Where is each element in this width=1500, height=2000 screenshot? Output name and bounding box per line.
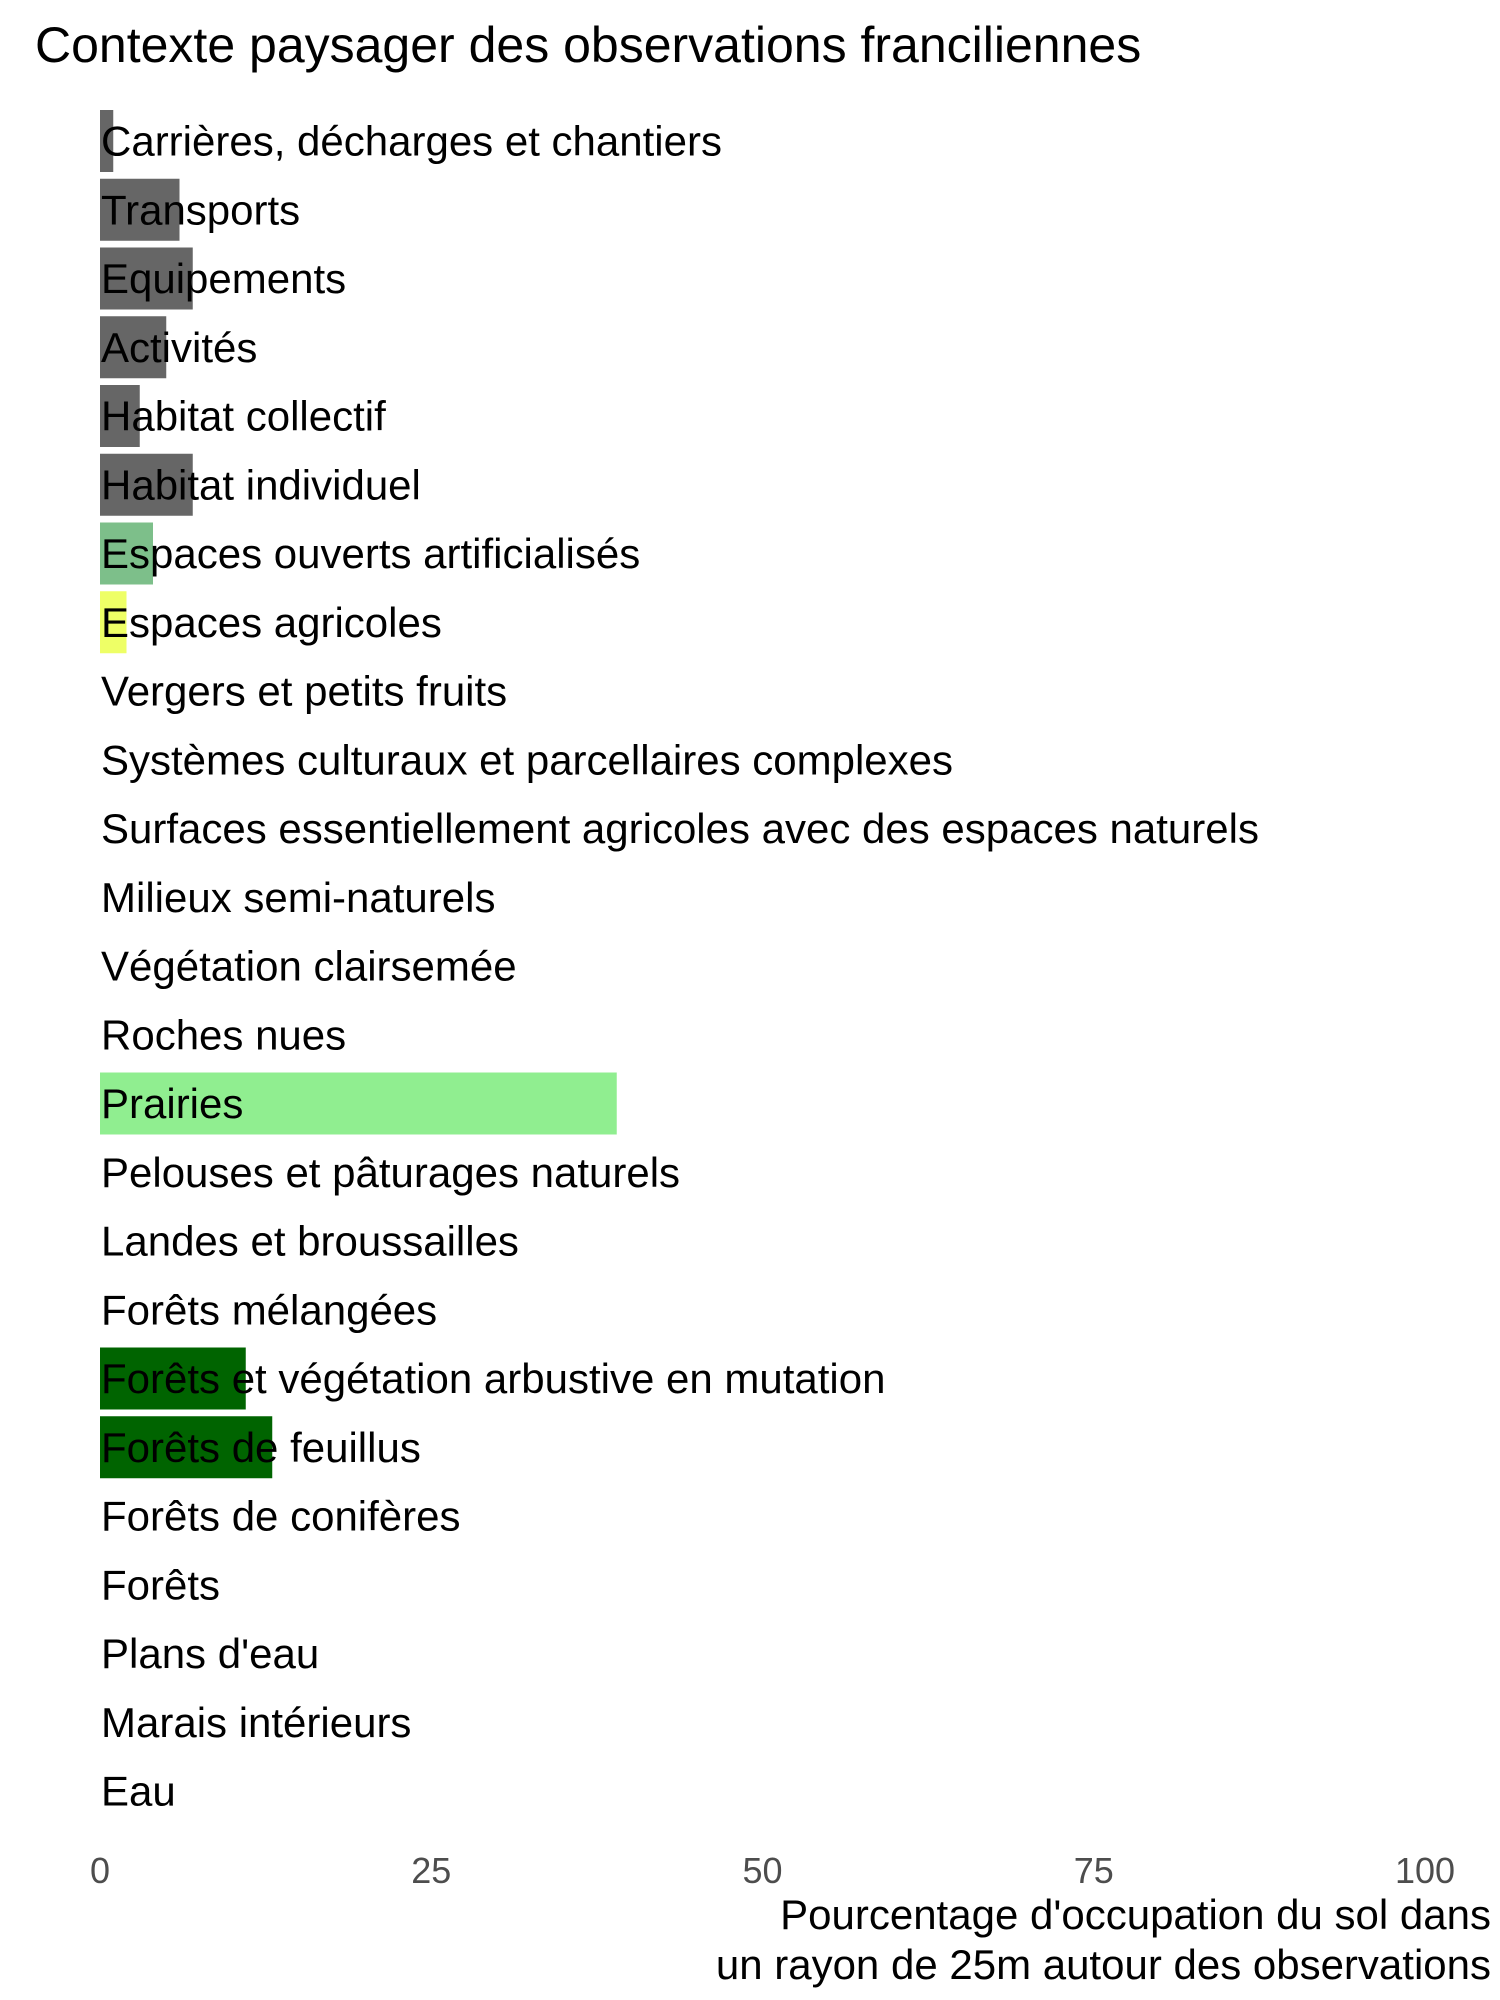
x-tick-label-3: 75 (1073, 1850, 1114, 1891)
category-label-21: Forêts (101, 1561, 221, 1609)
category-label-6: Espaces ouverts artificialisés (101, 530, 641, 577)
category-label-2: Equipements (101, 255, 347, 302)
category-label-14: Prairies (101, 1080, 244, 1127)
category-label-4: Habitat collectif (101, 392, 386, 440)
x-tick-label-0: 0 (89, 1850, 111, 1891)
category-label-11: Milieux semi-naturels (101, 873, 496, 921)
category-label-15: Pelouses et pâturages naturels (101, 1148, 681, 1196)
category-label-7: Espaces agricoles (101, 598, 442, 646)
x-axis-title-line-1: Pourcentage d'occupation du sol dans (780, 1891, 1491, 1938)
category-label-22: Plans d'eau (101, 1630, 320, 1677)
category-label-10: Surfaces essentiellement agricoles avec des espaces naturels (101, 805, 1259, 852)
category-label-17: Forêts mélangées (101, 1286, 438, 1334)
category-label-12: Végétation clairsemée (101, 942, 517, 990)
category-label-3: Activités (101, 323, 258, 371)
category-label-13: Roches nues (101, 1011, 347, 1059)
x-tick-label-4: 100 (1394, 1850, 1456, 1891)
category-label-5: Habitat individuel (101, 461, 421, 509)
category-label-19: Forêts de feuillus (101, 1423, 421, 1471)
x-tick-label-2: 50 (742, 1850, 783, 1891)
x-axis-title-line-2: un rayon de 25m autour des observations (715, 1941, 1491, 1988)
x-tick-labels-group (90, 1850, 1455, 1891)
category-label-23: Marais intérieurs (101, 1698, 412, 1746)
category-label-16: Landes et broussailles (101, 1217, 519, 1265)
category-label-18: Forêts et végétation arbustive en mutation (101, 1355, 886, 1402)
x-tick-label-1: 25 (411, 1850, 452, 1891)
category-labels-group (101, 118, 1259, 1815)
chart-title: Contexte paysager des observations franciliennes (35, 17, 1142, 73)
category-label-20: Forêts de conifères (101, 1492, 461, 1540)
category-label-1: Transports (101, 186, 301, 234)
category-label-9: Systèmes culturaux et parcellaires complexes (101, 736, 954, 784)
bars-group (100, 110, 617, 1478)
category-label-8: Vergers et petits fruits (101, 667, 508, 715)
category-label-0: Carrières, décharges et chantiers (101, 117, 722, 165)
category-label-24: Eau (101, 1767, 176, 1815)
